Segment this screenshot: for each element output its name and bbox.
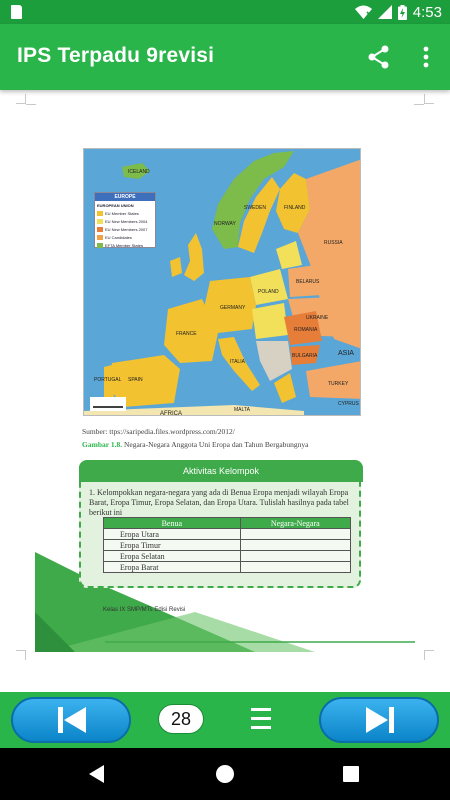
previous-page-button[interactable] [11, 697, 131, 743]
figure-caption [82, 440, 309, 449]
svg-text:ASIA: ASIA [338, 350, 354, 357]
svg-text:GERMANY: GERMANY [220, 305, 246, 311]
footer-text: Kelas IX SMP/MTs Edisi Revisi [103, 607, 186, 613]
legend-label: EU New Members 2007 [105, 226, 148, 232]
svg-text:NORWAY: NORWAY [214, 221, 236, 227]
svg-text:FRANCE: FRANCE [176, 331, 197, 337]
more-vert-icon[interactable] [414, 44, 438, 70]
table-row [104, 529, 351, 540]
svg-text:FINLAND: FINLAND [284, 205, 306, 211]
system-navigation-bar [0, 748, 450, 800]
table-row [104, 562, 351, 573]
legend-item [95, 209, 155, 217]
crop-mark [424, 650, 434, 660]
home-icon[interactable] [216, 765, 234, 783]
battery-charging-icon [398, 5, 407, 20]
table-row [104, 551, 351, 562]
table-header: Negara-Negara [240, 518, 350, 529]
next-page-button[interactable] [319, 697, 439, 743]
legend-subtitle: EUROPEAN UNION [97, 202, 134, 208]
table-row [104, 540, 351, 551]
svg-text:BELARUS: BELARUS [296, 279, 320, 285]
table-header: Benua [104, 518, 241, 529]
status-icons [355, 2, 442, 22]
activity-instruction [89, 488, 355, 518]
central-europe-shape [252, 303, 288, 339]
status-time: 4:53 [412, 3, 442, 21]
skip-next-icon [321, 699, 441, 741]
legend-title: EUROPE [95, 193, 155, 201]
europe-map [83, 148, 361, 416]
svg-text:ICELAND: ICELAND [128, 169, 150, 175]
svg-text:PORTUGAL: PORTUGAL [94, 377, 122, 383]
svg-text:SPAIN: SPAIN [128, 377, 143, 383]
table-cell: Eropa Barat [104, 562, 241, 573]
map-legend [94, 192, 156, 248]
figure-caption-text: Negara-Negara Anggota Uni Eropa dan Tahun Bergabungnya [123, 440, 309, 449]
legend-swatch [97, 211, 103, 216]
activity-table [103, 517, 351, 573]
crop-mark [414, 104, 424, 114]
legend-label: EU New Members 2004 [105, 218, 148, 224]
sd-card-icon [11, 5, 22, 19]
menu-icon[interactable] [251, 708, 271, 732]
table-cell: Eropa Selatan [104, 551, 241, 562]
table-header-row [104, 518, 351, 529]
map-scale-box [90, 397, 126, 411]
table-cell-empty [240, 540, 350, 551]
svg-text:MALTA: MALTA [234, 407, 250, 413]
wifi-icon [355, 5, 372, 19]
svg-text:RUSSIA: RUSSIA [324, 240, 343, 246]
legend-swatch [97, 227, 103, 232]
legend-item [95, 225, 155, 233]
app-bar [0, 24, 450, 90]
legend-item [95, 217, 155, 225]
crop-mark [16, 650, 26, 660]
legend-label: EU Candidates [105, 234, 132, 240]
book-page[interactable] [0, 90, 450, 692]
crop-mark [16, 94, 26, 104]
table-cell: Eropa Timur [104, 540, 241, 551]
instruction-number: 1. [89, 488, 95, 497]
legend-swatch [97, 243, 103, 248]
crop-mark [424, 94, 434, 104]
legend-swatch [97, 219, 103, 224]
activity-box [79, 460, 361, 588]
back-icon[interactable] [89, 765, 104, 783]
svg-text:UKRAINE: UKRAINE [306, 315, 329, 321]
instruction-text: Kelompokkan negara-negara yang ada di Benua Eropa menjadi wilayah Eropa Barat, Eropa Timur, Eropa Selatan, dan Eropa Utara. Tulislah hasilnya pada tabel berikut ini [89, 488, 349, 517]
svg-text:SWEDEN: SWEDEN [244, 205, 266, 211]
skip-previous-icon [13, 699, 133, 741]
app-title: IPS Terpadu 9revisi [17, 44, 215, 67]
legend-label: EU Member States [105, 210, 139, 216]
legend-item [95, 233, 155, 241]
table-cell-empty [240, 562, 350, 573]
figure-label: Gambar 1.8. [82, 440, 123, 449]
svg-text:BULGARIA: BULGARIA [292, 353, 318, 359]
legend-swatch [97, 235, 103, 240]
svg-text:AFRICA: AFRICA [160, 411, 183, 416]
svg-text:ITALIA: ITALIA [230, 359, 245, 365]
crop-mark [26, 104, 36, 114]
svg-text:POLAND: POLAND [258, 289, 279, 295]
svg-text:ROMANIA: ROMANIA [294, 327, 318, 333]
legend-item [95, 241, 155, 249]
source-caption: Sumber: ttps://saripedia.files.wordpress.com/2012/ [82, 427, 235, 436]
svg-text:TURKEY: TURKEY [328, 381, 349, 387]
table-cell: Eropa Utara [104, 529, 241, 540]
bottom-bar [0, 692, 450, 748]
legend-label: EFTA Member States [105, 242, 143, 248]
share-icon[interactable] [366, 44, 392, 70]
table-cell-empty [240, 529, 350, 540]
table-cell-empty [240, 551, 350, 562]
status-bar [0, 0, 450, 24]
signal-icon [378, 5, 392, 19]
page-number[interactable]: 28 [158, 704, 204, 734]
activity-title: Aktivitas Kelompok [79, 460, 363, 482]
recents-icon[interactable] [343, 766, 359, 782]
svg-text:CYPRUS: CYPRUS [338, 401, 359, 407]
